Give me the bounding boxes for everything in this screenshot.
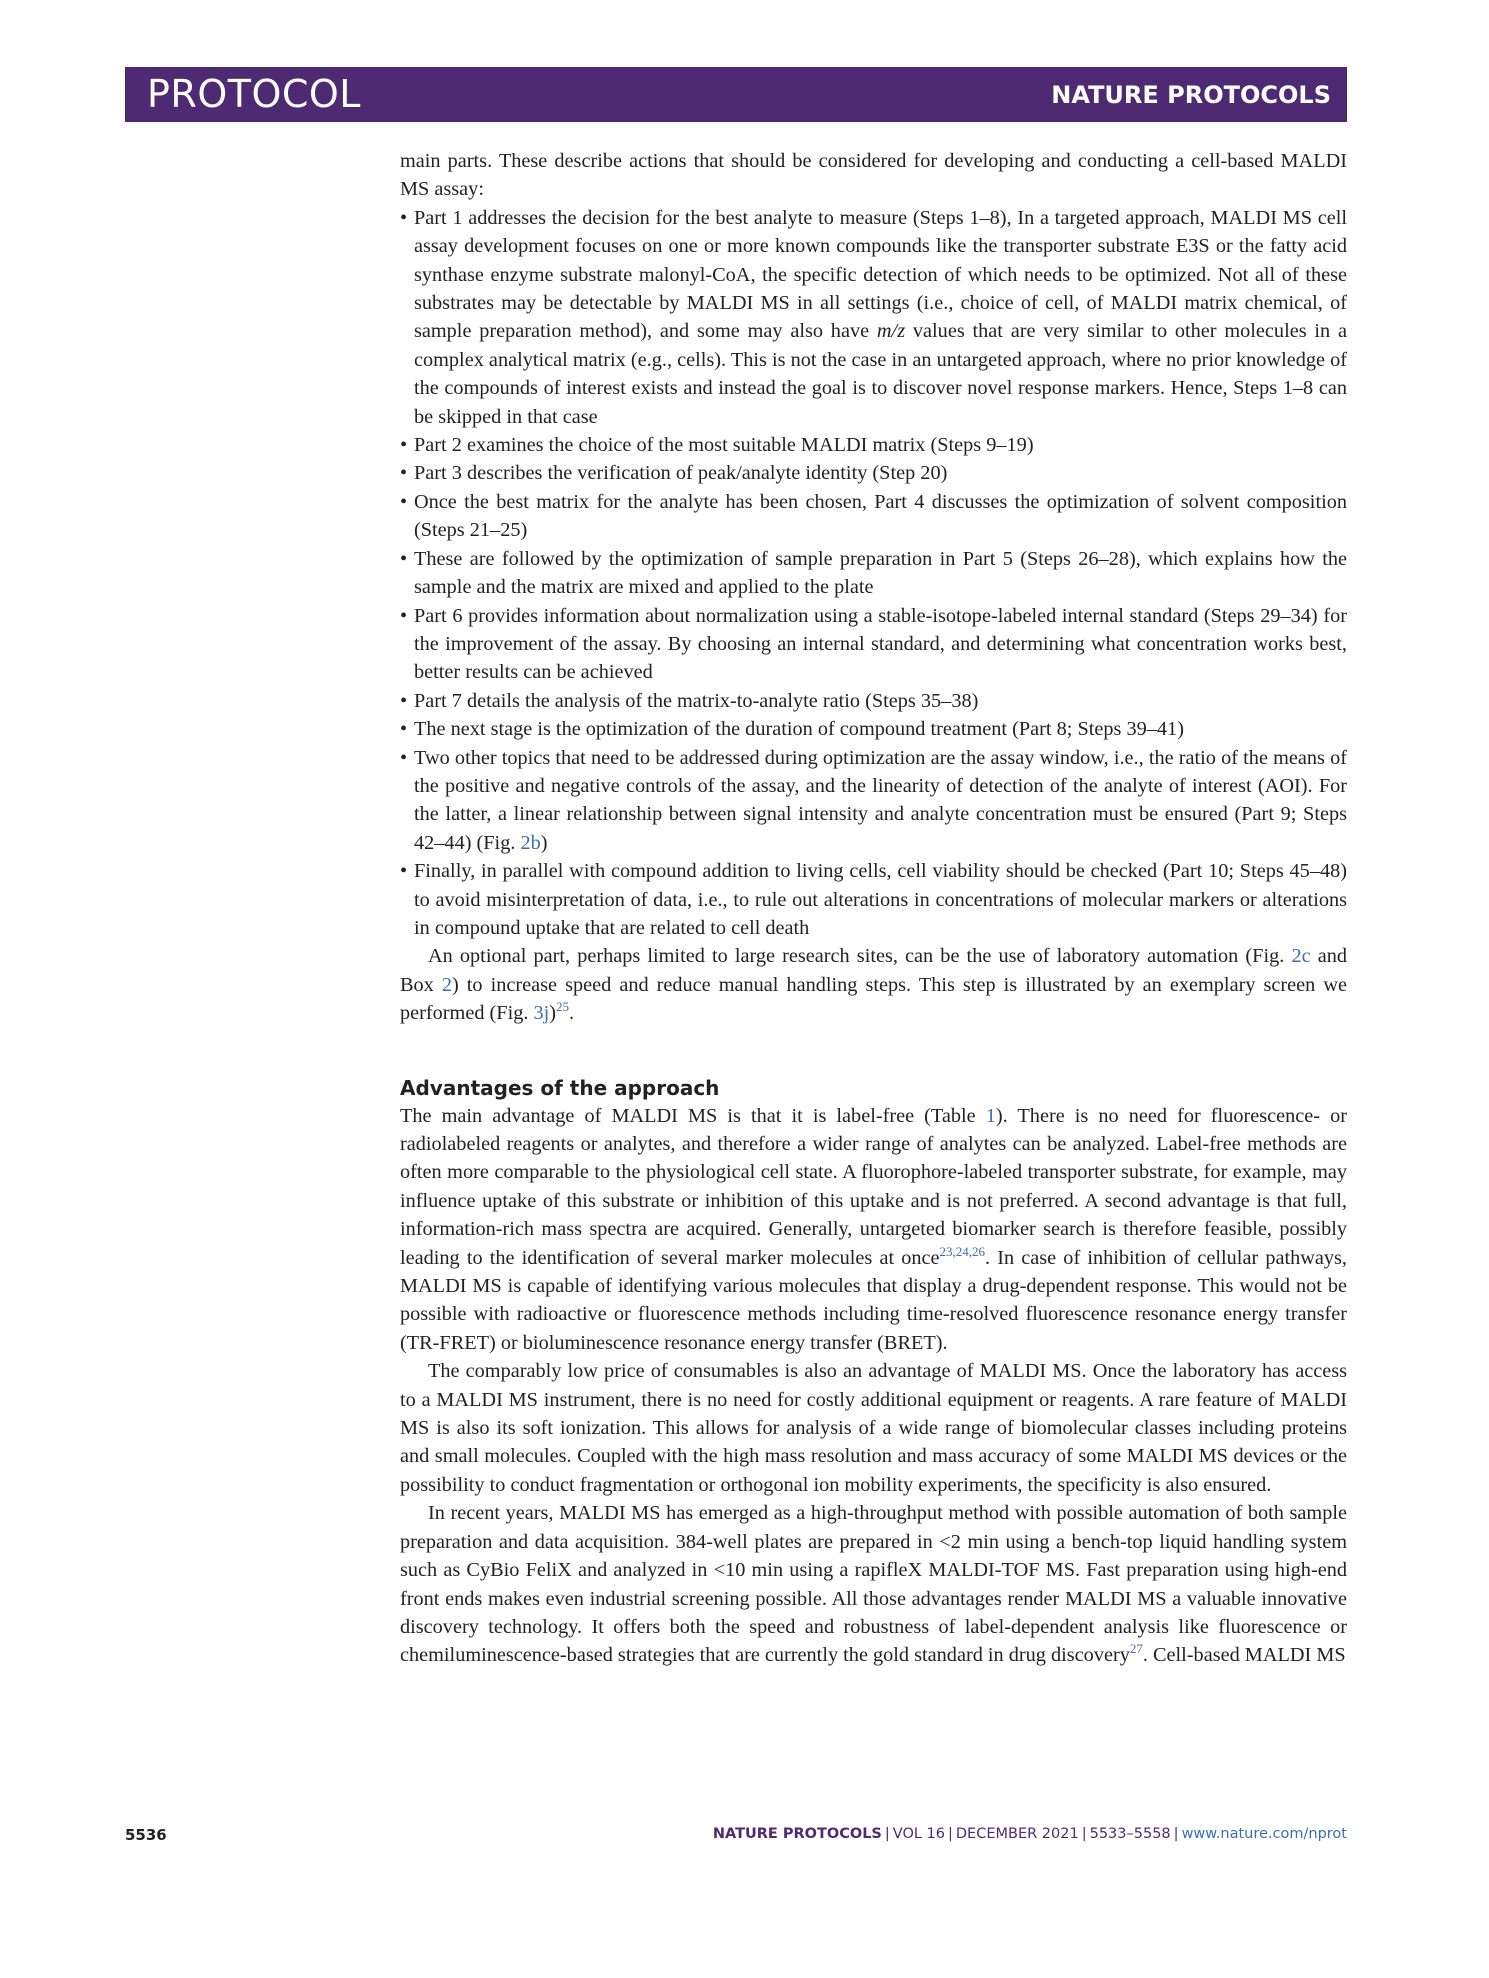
footer-pages: 5533–5558 bbox=[1089, 1826, 1171, 1842]
list-item: • Two other topics that need to be addressed during optimization are the assay window, i.e., the ratio of the means of the positive and negative controls of the assay, and the linearity of detection of the analyte of interest (AOI). For the latter, a linear relationship between signal intensity and analyte concentration must be ensured (Part 9; Steps 42–44) (Fig. 2b) bbox=[400, 744, 1347, 858]
section-heading: Advantages of the approach bbox=[400, 1075, 720, 1100]
advantages-paragraph-3: In recent years, MALDI MS has emerged as a high-throughput method with possible automation of both sample preparation and data acquisition. 384-well plates are prepared in <2 min using a bench-top liquid handling system such as CyBio FeliX and analyzed in <10 min using a rapifleX MALDI-TOF MS. Fast preparation using high-end front ends makes even industrial screening possible. All those advantages render MALDI MS a valuable innovative discovery technology. It offers both the speed and robustness of label-dependent analysis like fluorescence or chemiluminescence-based strategies that are currently the gold standard in drug discovery$^{27}$. Cell-based MALDI MS bbox=[400, 1502, 1347, 1667]
table-link[interactable]: 1 bbox=[985, 1104, 996, 1127]
list-item: • Part 3 describes the verification of peak/analyte identity (Step 20) bbox=[400, 459, 1347, 487]
list-item: • Once the best matrix for the analyte has been chosen, Part 4 discusses the optimization of solvent composition (Steps 21–25) bbox=[400, 488, 1347, 545]
intro-paragraph: main parts. These describe actions that should be considered for developing and conducting a cell-based MALDI MS assay: bbox=[400, 150, 1347, 201]
section-label: PROTOCOL bbox=[147, 72, 361, 116]
citation-link[interactable]: 25 bbox=[556, 999, 570, 1015]
footer-citation: NATURE PROTOCOLS | VOL 16 | DECEMBER 2021 | 5533–5558 | www.nature.com/nprot bbox=[712, 1826, 1347, 1842]
citation-link[interactable]: 27 bbox=[1129, 1641, 1143, 1657]
advantages-paragraph-1: The main advantage of MALDI MS is that it is label-free (Table 1). There is no need for fluorescence- or radiolabeled reagents or analytes, and therefore a wider range of analytes can be analyzed. Label-free methods are often more comparable to the physiological cell state. A fluorophore-labeled transporter substrate, for example, may influence uptake of this substrate or inhibition of this uptake and is not preferred. A second advantage is that full, information-rich mass spectra are acquired. Generally, untargeted biomarker search is therefore feasible, possibly leading to the identification of several marker molecules at once$^{23,24,26}$. In case of inhibition of cellular pathways, MALDI MS is capable of identifying various molecules that display a drug-dependent response. This would not be possible with radioactive or fluorescence methods including time-resolved fluorescence resonance energy transfer (TR-FRET) or bioluminescence resonance energy transfer (BRET). bbox=[400, 1104, 1348, 1354]
list-item: • Part 7 details the analysis of the matrix-to-analyte ratio (Steps 35–38) bbox=[400, 687, 1347, 715]
footer-journal: NATURE PROTOCOLS bbox=[712, 1826, 882, 1842]
footer-date: DECEMBER 2021 bbox=[955, 1826, 1079, 1842]
journal-name: NATURE PROTOCOLS bbox=[1051, 81, 1331, 109]
header-bar bbox=[125, 67, 1347, 122]
figure-link[interactable]: 2b bbox=[520, 831, 541, 854]
parts-list bbox=[400, 204, 1347, 943]
list-item: • Part 2 examines the choice of the most suitable MALDI matrix (Steps 9–19) bbox=[400, 431, 1347, 459]
figure-link[interactable]: 3j bbox=[533, 1002, 550, 1025]
optional-part-paragraph: An optional part, perhaps limited to large research sites, can be the use of laboratory automation (Fig. 2c and Box 2) to increase speed and reduce manual handling steps. This step is illustrated by an exemplary screen we performed (Fig. 3j)$^{25}$. bbox=[400, 945, 1347, 1025]
citation-link[interactable]: 23,24,26 bbox=[939, 1243, 986, 1259]
footer-volume: VOL 16 bbox=[892, 1826, 945, 1842]
list-item: • Part 1 addresses the decision for the best analyte to measure (Steps 1–8), In a targeted approach, MALDI MS cell assay development focuses on one or more known compounds like the transporter substrate E3S or the fatty acid synthase enzyme substrate malonyl-CoA, the specific detection of which needs to be optimized. Not all of these substrates may be detectable by MALDI MS in all settings (i.e., choice of cell, of MALDI matrix chemical, of sample preparation method), and some may also have m/z values that are very similar to other molecules in a complex analytical matrix (e.g., cells). This is not the case in an untargeted approach, where no prior knowledge of the compounds of interest exists and instead the goal is to discover novel response markers. Hence, Steps 1–8 can be skipped in that case bbox=[400, 204, 1347, 431]
box-link[interactable]: 2 bbox=[441, 973, 452, 996]
list-item: • Finally, in parallel with compound addition to living cells, cell viability should be checked (Part 10; Steps 45–48) to avoid misinterpretation of data, i.e., to rule out alterations in concentrations of molecular markers or alterations in compound uptake that are related to cell death bbox=[400, 857, 1347, 942]
advantages-paragraph-2: The comparably low price of consumables is also an advantage of MALDI MS. Once the laboratory has access to a MALDI MS instrument, there is no need for costly additional equipment or reagents. A rare feature of MALDI MS is also its soft ionization. This allows for analysis of a wide range of biomolecular classes including proteins and small molecules. Coupled with the high mass resolution and mass accuracy of some MALDI MS devices or the possibility to conduct fragmentation or orthogonal ion mobility experiments, the specificity is also ensured. bbox=[400, 1360, 1347, 1496]
list-item: • Part 6 provides information about normalization using a stable-isotope-labeled internal standard (Steps 29–34) for the improvement of the assay. By choosing an internal standard, and determining what concentration works best, better results can be achieved bbox=[400, 602, 1347, 687]
article-body bbox=[400, 147, 1347, 1670]
footer-url-link[interactable]: www.nature.com/nprot bbox=[1181, 1826, 1347, 1842]
page-number: 5536 bbox=[125, 1826, 167, 1844]
list-item: • The next stage is the optimization of the duration of compound treatment (Part 8; Steps 39–41) bbox=[400, 715, 1347, 743]
list-item: • These are followed by the optimization of sample preparation in Part 5 (Steps 26–28), which explains how the sample and the matrix are mixed and applied to the plate bbox=[400, 545, 1347, 602]
figure-link[interactable]: 2c bbox=[1291, 945, 1311, 968]
mz-italic: m/z bbox=[876, 320, 906, 343]
